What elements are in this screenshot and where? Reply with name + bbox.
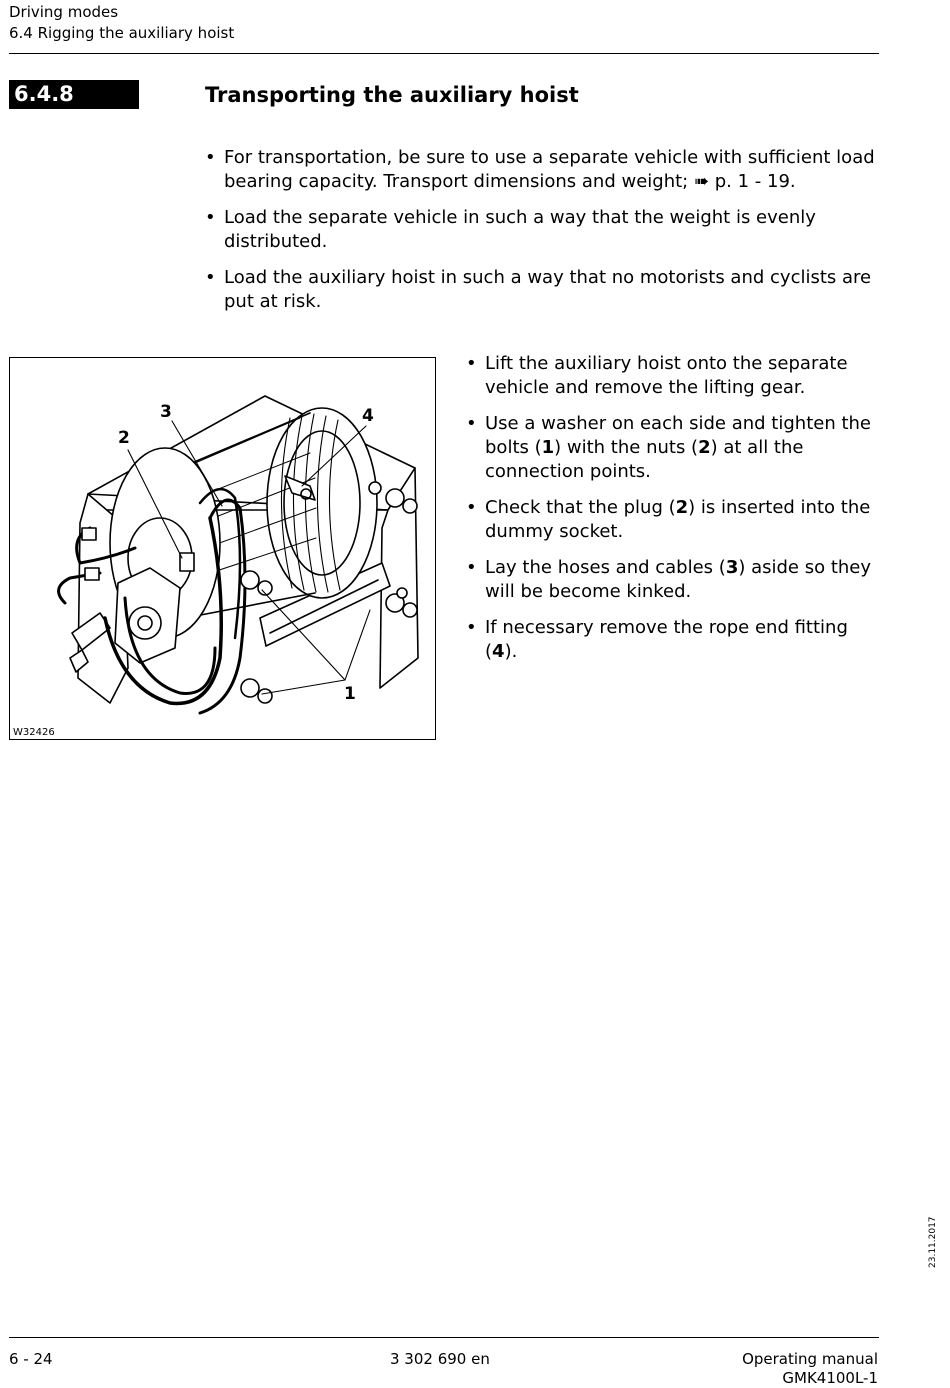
bullet-item: • For transportation, be sure to use a separate vehicle with sufficient load bearing capacity. Transport dimensions and weight; ➠ p. 1 - 19. [205, 146, 875, 194]
bullet-item: • Load the separate vehicle in such a way that the weight is evenly distributed. [205, 206, 875, 254]
bullet-item: • Load the auxiliary hoist in such a way that no motorists and cyclists are put at risk. [205, 266, 875, 314]
header-rule [9, 53, 879, 54]
hoist-figure [9, 357, 436, 740]
step-item: • If necessary remove the rope end fitting (4). [466, 616, 878, 664]
figure-id: W32426 [13, 727, 55, 738]
section-title: Transporting the auxiliary hoist [205, 83, 579, 107]
transport-bullets [205, 146, 875, 326]
header-chapter: Driving modes [9, 3, 119, 21]
footer-rule [9, 1337, 879, 1338]
step-item: • Lift the auxiliary hoist onto the separate vehicle and remove the lifting gear. [466, 352, 878, 400]
step-item: • Check that the plug (2) is inserted into the dummy socket. [466, 496, 878, 544]
callout-1: 1 [344, 684, 356, 704]
procedure-steps [466, 352, 878, 676]
footer-doc-number: 3 302 690 en [390, 1350, 490, 1368]
footer-page-number: 6 - 24 [9, 1350, 53, 1368]
callout-3: 3 [160, 402, 172, 422]
footer-model: GMK4100L-1 [782, 1369, 878, 1387]
step-item: • Lay the hoses and cables (3) aside so they will be become kinked. [466, 556, 878, 604]
callout-4: 4 [362, 406, 374, 426]
section-number: 6.4.8 [9, 80, 139, 109]
step-item: • Use a washer on each side and tighten the bolts (1) with the nuts (2) at all the connection points. [466, 412, 878, 484]
side-date: 23.11.2017 [928, 1216, 938, 1268]
header-section: 6.4 Rigging the auxiliary hoist [9, 24, 235, 42]
callout-2: 2 [118, 428, 130, 448]
footer-manual-title: Operating manual [742, 1350, 878, 1368]
